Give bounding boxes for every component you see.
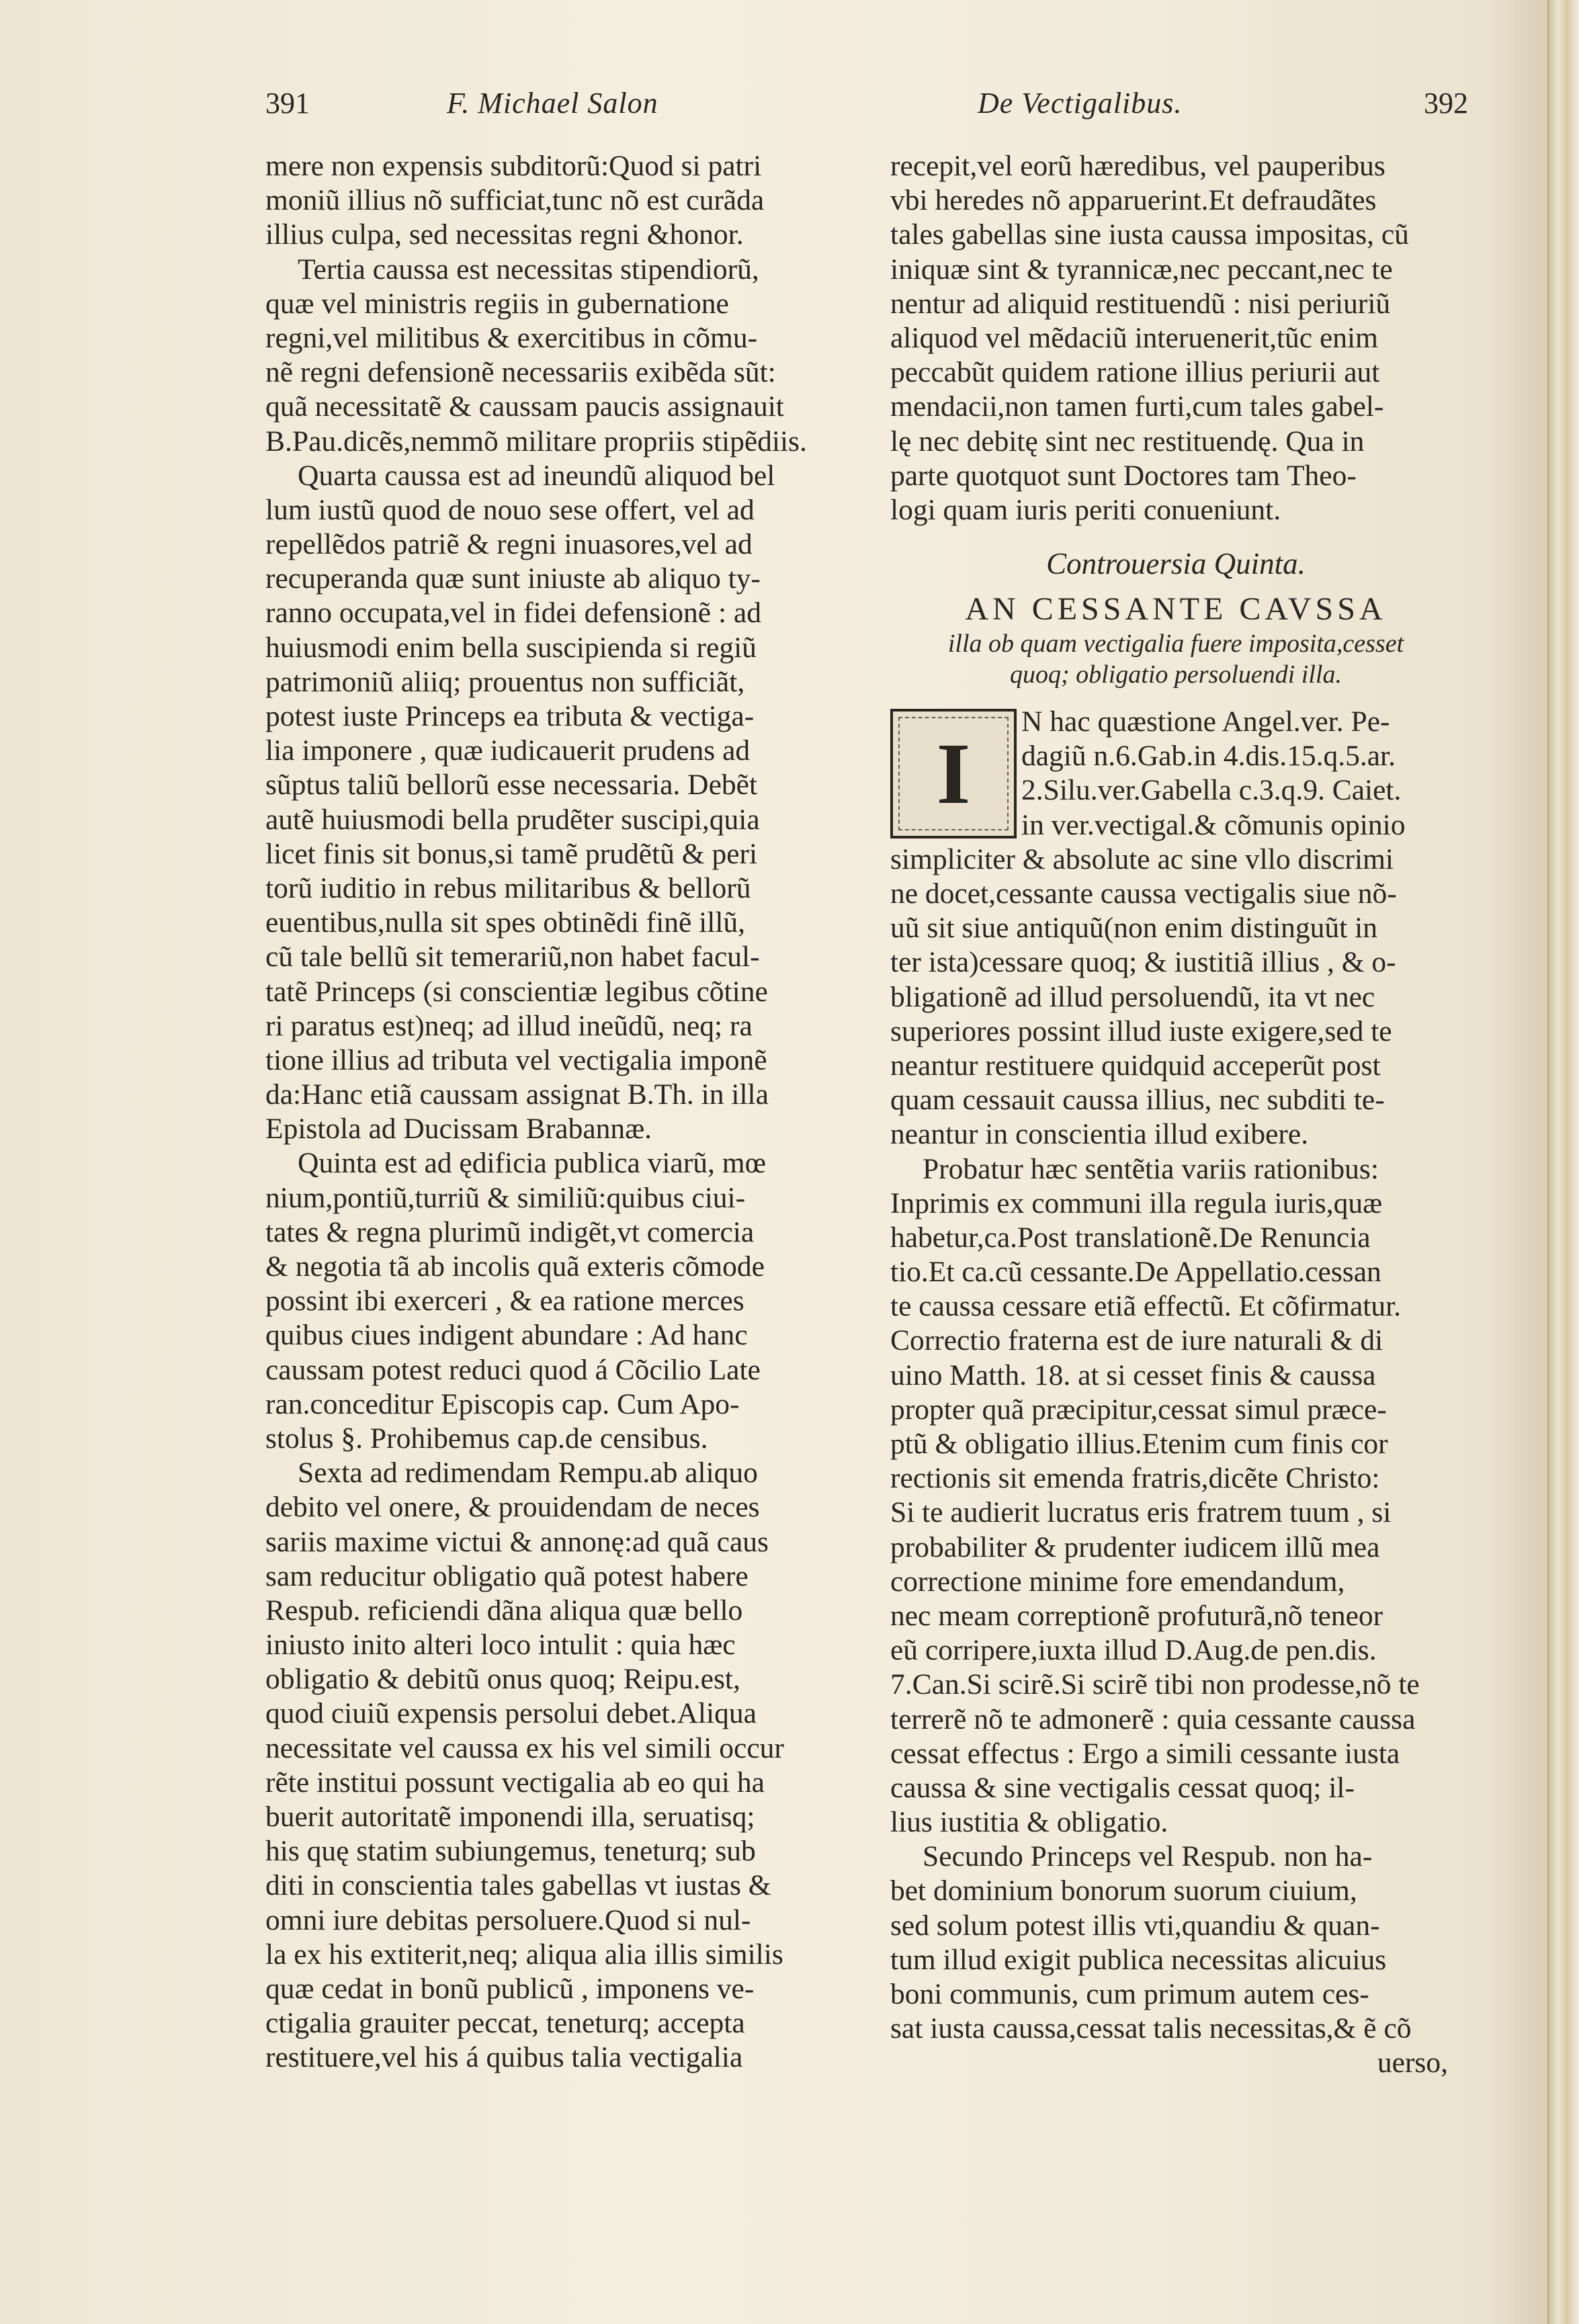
decorated-initial (890, 709, 1017, 838)
text-line: lę nec debitę sint nec restituendę. Qua in (890, 425, 1365, 458)
text-line: simpliciter & absolute ac sine vllo discrimi (890, 843, 1394, 875)
text-line: ctigalia grauiter peccat, teneturq; accepta (265, 2007, 745, 2040)
text-line: omni iure debitas persoluere.Quod si nul- (265, 1903, 751, 1936)
text-line: rẽte institui possunt vectigalia ab eo qui ha (265, 1766, 765, 1799)
text-line: mere non expensis subditorũ:Quod si patri (265, 150, 762, 182)
right-text-column (890, 149, 1461, 2081)
text-line: sariis maxime victui & annonę:ad quã caus (265, 1525, 769, 1558)
text-line: cessat effectus : Ergo a simili cessante iusta (890, 1737, 1400, 1770)
adjacent-page-edge (1547, 0, 1579, 2324)
text-line: 2.Silu.ver.Gabella c.3.q.9. Caiet. (1021, 774, 1402, 807)
left-text-column (265, 149, 837, 2075)
text-line: te caussa cessare etiã effectũ. Et cõfirmatur. (890, 1290, 1402, 1323)
text-line: parte quotquot sunt Doctores tam Theo- (890, 459, 1357, 492)
text-line: mendacii,non tamen furti,cum tales gabel- (890, 390, 1384, 423)
text-line: cũ tale bellũ sit temerariũ,non habet facul- (265, 941, 760, 974)
text-line: la ex his extiterit,neq; aliqua alia illis similis (265, 1938, 783, 1971)
text-line: lius iustitia & obligatio. (890, 1806, 1168, 1839)
text-line: neantur restituere quidquid acceperũt post (890, 1049, 1381, 1082)
text-line: uũ sit siue antiquũ(non enim distinguũt in (890, 912, 1377, 945)
text-line: ran.conceditur Episcopis cap. Cum Apo- (265, 1387, 740, 1420)
right-column-body-text (890, 843, 1461, 2047)
catchword: uerso, (1377, 2047, 1448, 2079)
running-head-left: F. Michael Salon (447, 87, 658, 120)
text-line: repellẽdos patriẽ & regni inuasores,vel ad (265, 528, 753, 561)
text-line: vbi heredes nõ apparuerint.Et defraudãtes (890, 184, 1377, 217)
text-line: nẽ regni defensionẽ necessariis exibẽda sũt: (265, 356, 776, 389)
text-line: caussam potest reduci quod á Cõcilio Late (265, 1353, 761, 1386)
text-line: iniquæ sint & tyrannicæ,nec peccant,nec te (890, 253, 1393, 286)
subtitle-line: quoq; obligatio persoluendi illa. (1010, 660, 1342, 689)
text-line: tum illud exigit publica necessitas alicuius (890, 1943, 1387, 1976)
text-line: regni,vel militibus & exercitibus in cõmu- (265, 321, 758, 354)
page-number-left: 391 (265, 87, 310, 120)
text-line: torũ iuditio in rebus militaribus & bellorũ (265, 871, 751, 904)
text-line: in ver.vectigal.& cõmunis opinio (1021, 808, 1406, 841)
controversy-heading: Controuersia Quinta. (1046, 547, 1306, 581)
text-line: aliquod vel mẽdaciũ interuenerit,tũc enim (890, 321, 1378, 354)
text-line: logi quam iuris periti conueniunt. (890, 493, 1281, 526)
text-line: tates & regna plurimũ indigẽt,vt comercia (265, 1215, 755, 1248)
text-line: quibus ciues indigent abundare : Ad hanc (265, 1319, 748, 1352)
text-line: tales gabellas sine iusta caussa impositas, cũ (890, 218, 1409, 251)
text-line: Quarta caussa est ad ineundũ aliquod bel (298, 459, 775, 492)
text-line: potest iuste Princeps ea tributa & vectiga- (265, 700, 755, 732)
text-line: tio.Et ca.cũ cessante.De Appellatio.cessan (890, 1256, 1381, 1289)
text-line: possint ibi exerceri , & ea ratione merces (265, 1285, 744, 1318)
text-line: correctione minime fore emendandum, (890, 1565, 1345, 1598)
text-line: B.Pau.dicẽs,nemmõ militare propriis stipẽdiis. (265, 425, 807, 458)
text-line: stolus §. Prohibemus cap.de censibus. (265, 1422, 708, 1455)
page-number-right: 392 (1424, 87, 1468, 120)
text-line: Inprimis ex communi illa regula iuris,quæ (890, 1187, 1383, 1219)
text-line: sam reducitur obligatio quã potest habere (265, 1559, 749, 1592)
text-line: licet finis sit bonus,si tamẽ prudẽtũ & peri (265, 837, 758, 870)
text-line: Respub. reficiendi dãna aliqua quæ bello (265, 1594, 743, 1627)
text-line: recepit,vel eorũ hæredibus, vel pauperibus (890, 150, 1385, 182)
text-line: buerit autoritatẽ imponendi illa, seruatisq; (265, 1801, 755, 1833)
text-line: diti in conscientia tales gabellas vt iustas & (265, 1869, 771, 1902)
text-line: & negotia tã ab incolis quã exteris cõmode (265, 1250, 765, 1283)
right-column-top-text (890, 149, 1461, 527)
text-line: ri paratus est)neq; ad illud ineũdũ, neq; ra (265, 1009, 753, 1042)
text-line: bligationẽ ad illud persoluendũ, ita vt nec (890, 980, 1375, 1013)
initial-ornament (898, 717, 1009, 830)
text-line: tatẽ Princeps (si conscientiæ legibus cõtine (265, 975, 768, 1008)
text-line: ranno occupata,vel in fidei defensionẽ : ad (265, 597, 761, 630)
text-line: eũ corripere,iuxta illud D.Aug.de pen.dis. (890, 1634, 1377, 1667)
text-line: recuperanda quæ sunt iniuste ab aliquo ty- (265, 562, 761, 595)
text-line: Quinta est ad ędificia publica viarũ, mœ (298, 1147, 766, 1180)
text-line: lum iustũ quod de nouo sese offert, vel ad (265, 493, 755, 526)
question-title: AN CESSANTE CAVSSA (965, 591, 1387, 628)
initial-letter: I (936, 725, 971, 822)
text-line: uino Matth. 18. at si cesset finis & caussa (890, 1359, 1376, 1391)
text-line: Correctio fraterna est de iure naturali & di (890, 1324, 1383, 1357)
text-line: restituere,vel his á quibus talia vectigalia (265, 2041, 743, 2074)
text-line: quod ciuiũ expensis persolui debet.Aliqua (265, 1697, 757, 1730)
text-line: sũptus taliũ bellorũ esse necessaria. Debẽt (265, 769, 758, 802)
text-line: euentibus,nulla sit spes obtinẽdi finẽ illũ, (265, 906, 746, 939)
text-line: dagiũ n.6.Gab.in 4.dis.15.q.5.ar. (1021, 740, 1396, 773)
text-line: nium,pontiũ,turriũ & similiũ:quibus ciui- (265, 1181, 746, 1214)
text-line: neantur in conscientia illud exibere. (890, 1118, 1309, 1151)
text-line: 7.Can.Si scirẽ.Si scirẽ tibi non prodesse,nõ te (890, 1668, 1420, 1701)
text-line: lia imponere , quæ iudicauerit prudens ad (265, 734, 751, 767)
question-subtitle (890, 628, 1461, 690)
text-line: caussa & sine vectigalis cessat quoq; il- (890, 1771, 1355, 1804)
initial-paragraph (890, 705, 1461, 843)
text-line: quæ vel ministris regiis in gubernatione (265, 287, 729, 320)
text-line: Probatur hæc sentẽtia variis rationibus: (923, 1152, 1379, 1185)
text-line: Secundo Princeps vel Respub. non ha- (923, 1840, 1373, 1873)
text-line: nec meam correptionẽ profuturã,nõ teneor (890, 1599, 1383, 1632)
page-header (265, 86, 1468, 133)
text-line: sed solum potest illis vti,quandiu & quan- (890, 1909, 1380, 1942)
text-line: quam cessauit caussa illius, nec subditi te- (890, 1084, 1385, 1117)
text-line: illius culpa, sed necessitas regni &honor. (265, 218, 744, 251)
text-line: iniusto inito alteri loco intulit : quia hæc (265, 1629, 736, 1662)
text-line: moniũ illius nõ sufficiat,tunc nõ est curãda (265, 184, 765, 217)
text-line: rectionis sit emenda fratris,dicẽte Christo: (890, 1462, 1380, 1495)
text-line: probabiliter & prudenter iudicem illũ mea (890, 1531, 1380, 1563)
text-line: huiusmodi enim bella suscipienda si regiũ (265, 631, 757, 664)
text-line: obligatio & debitũ onus quoq; Reipu.est, (265, 1663, 740, 1696)
text-line: habetur,ca.Post translationẽ.De Renuncia (890, 1221, 1371, 1254)
text-line: peccabũt quidem ratione illius periurii aut (890, 356, 1380, 389)
text-line: propter quã præcipitur,cessat simul præce- (890, 1393, 1387, 1426)
running-head-right: De Vectigalibus. (978, 87, 1183, 120)
text-line: Sexta ad redimendam Rempu.ab aliquo (298, 1457, 758, 1490)
text-line: nentur ad aliquid restituendũ : nisi periuriũ (890, 287, 1391, 320)
text-line: tione illius ad tributa vel vectigalia imponẽ (265, 1043, 767, 1076)
text-line: ne docet,cessante caussa vectigalis siue nõ- (890, 877, 1397, 910)
text-line: bet dominium bonorum suorum ciuium, (890, 1875, 1357, 1907)
subtitle-line: illa ob quam vectigalia fuere imposita,cesset (947, 630, 1404, 658)
text-line: boni communis, cum primum autem ces- (890, 1978, 1369, 2010)
text-line: debito vel onere, & prouidendam de neces (265, 1491, 760, 1524)
text-line: sat iusta caussa,cessat talis necessitas,& ẽ cõ (890, 2012, 1412, 2045)
text-line: da:Hanc etiã caussam assignat B.Th. in illa (265, 1078, 769, 1111)
text-line: quæ cedat in bonũ publicũ , imponens ve- (265, 1972, 755, 2005)
text-line: patrimoniũ aliiq; prouentus non sufficiãt, (265, 665, 745, 698)
text-line: N hac quæstione Angel.ver. Pe- (1021, 705, 1390, 738)
text-line: necessitate vel caussa ex his vel simili occur (265, 1731, 784, 1764)
text-line: his quę statim subiungemus, teneturq; sub (265, 1835, 756, 1868)
text-line: Tertia caussa est necessitas stipendiorũ, (298, 253, 759, 286)
text-line: Si te audierit lucratus eris fratrem tuum , si (890, 1496, 1392, 1529)
text-line: quã necessitatẽ & caussam paucis assignauit (265, 390, 784, 423)
text-line: autẽ huiusmodi bella prudẽter suscipi,quia (265, 803, 760, 836)
text-line: ptũ & obligatio illius.Etenim cum finis cor (890, 1428, 1388, 1460)
text-line: superiores possint illud iuste exigere,sed te (890, 1015, 1392, 1047)
text-line: Epistola ad Ducissam Brabannæ. (265, 1113, 652, 1146)
text-line: ter ista)cessare quoq; & iustitiã illius , & o- (890, 946, 1396, 979)
text-line: terrerẽ nõ te admonerẽ : quia cessante caussa (890, 1703, 1416, 1735)
